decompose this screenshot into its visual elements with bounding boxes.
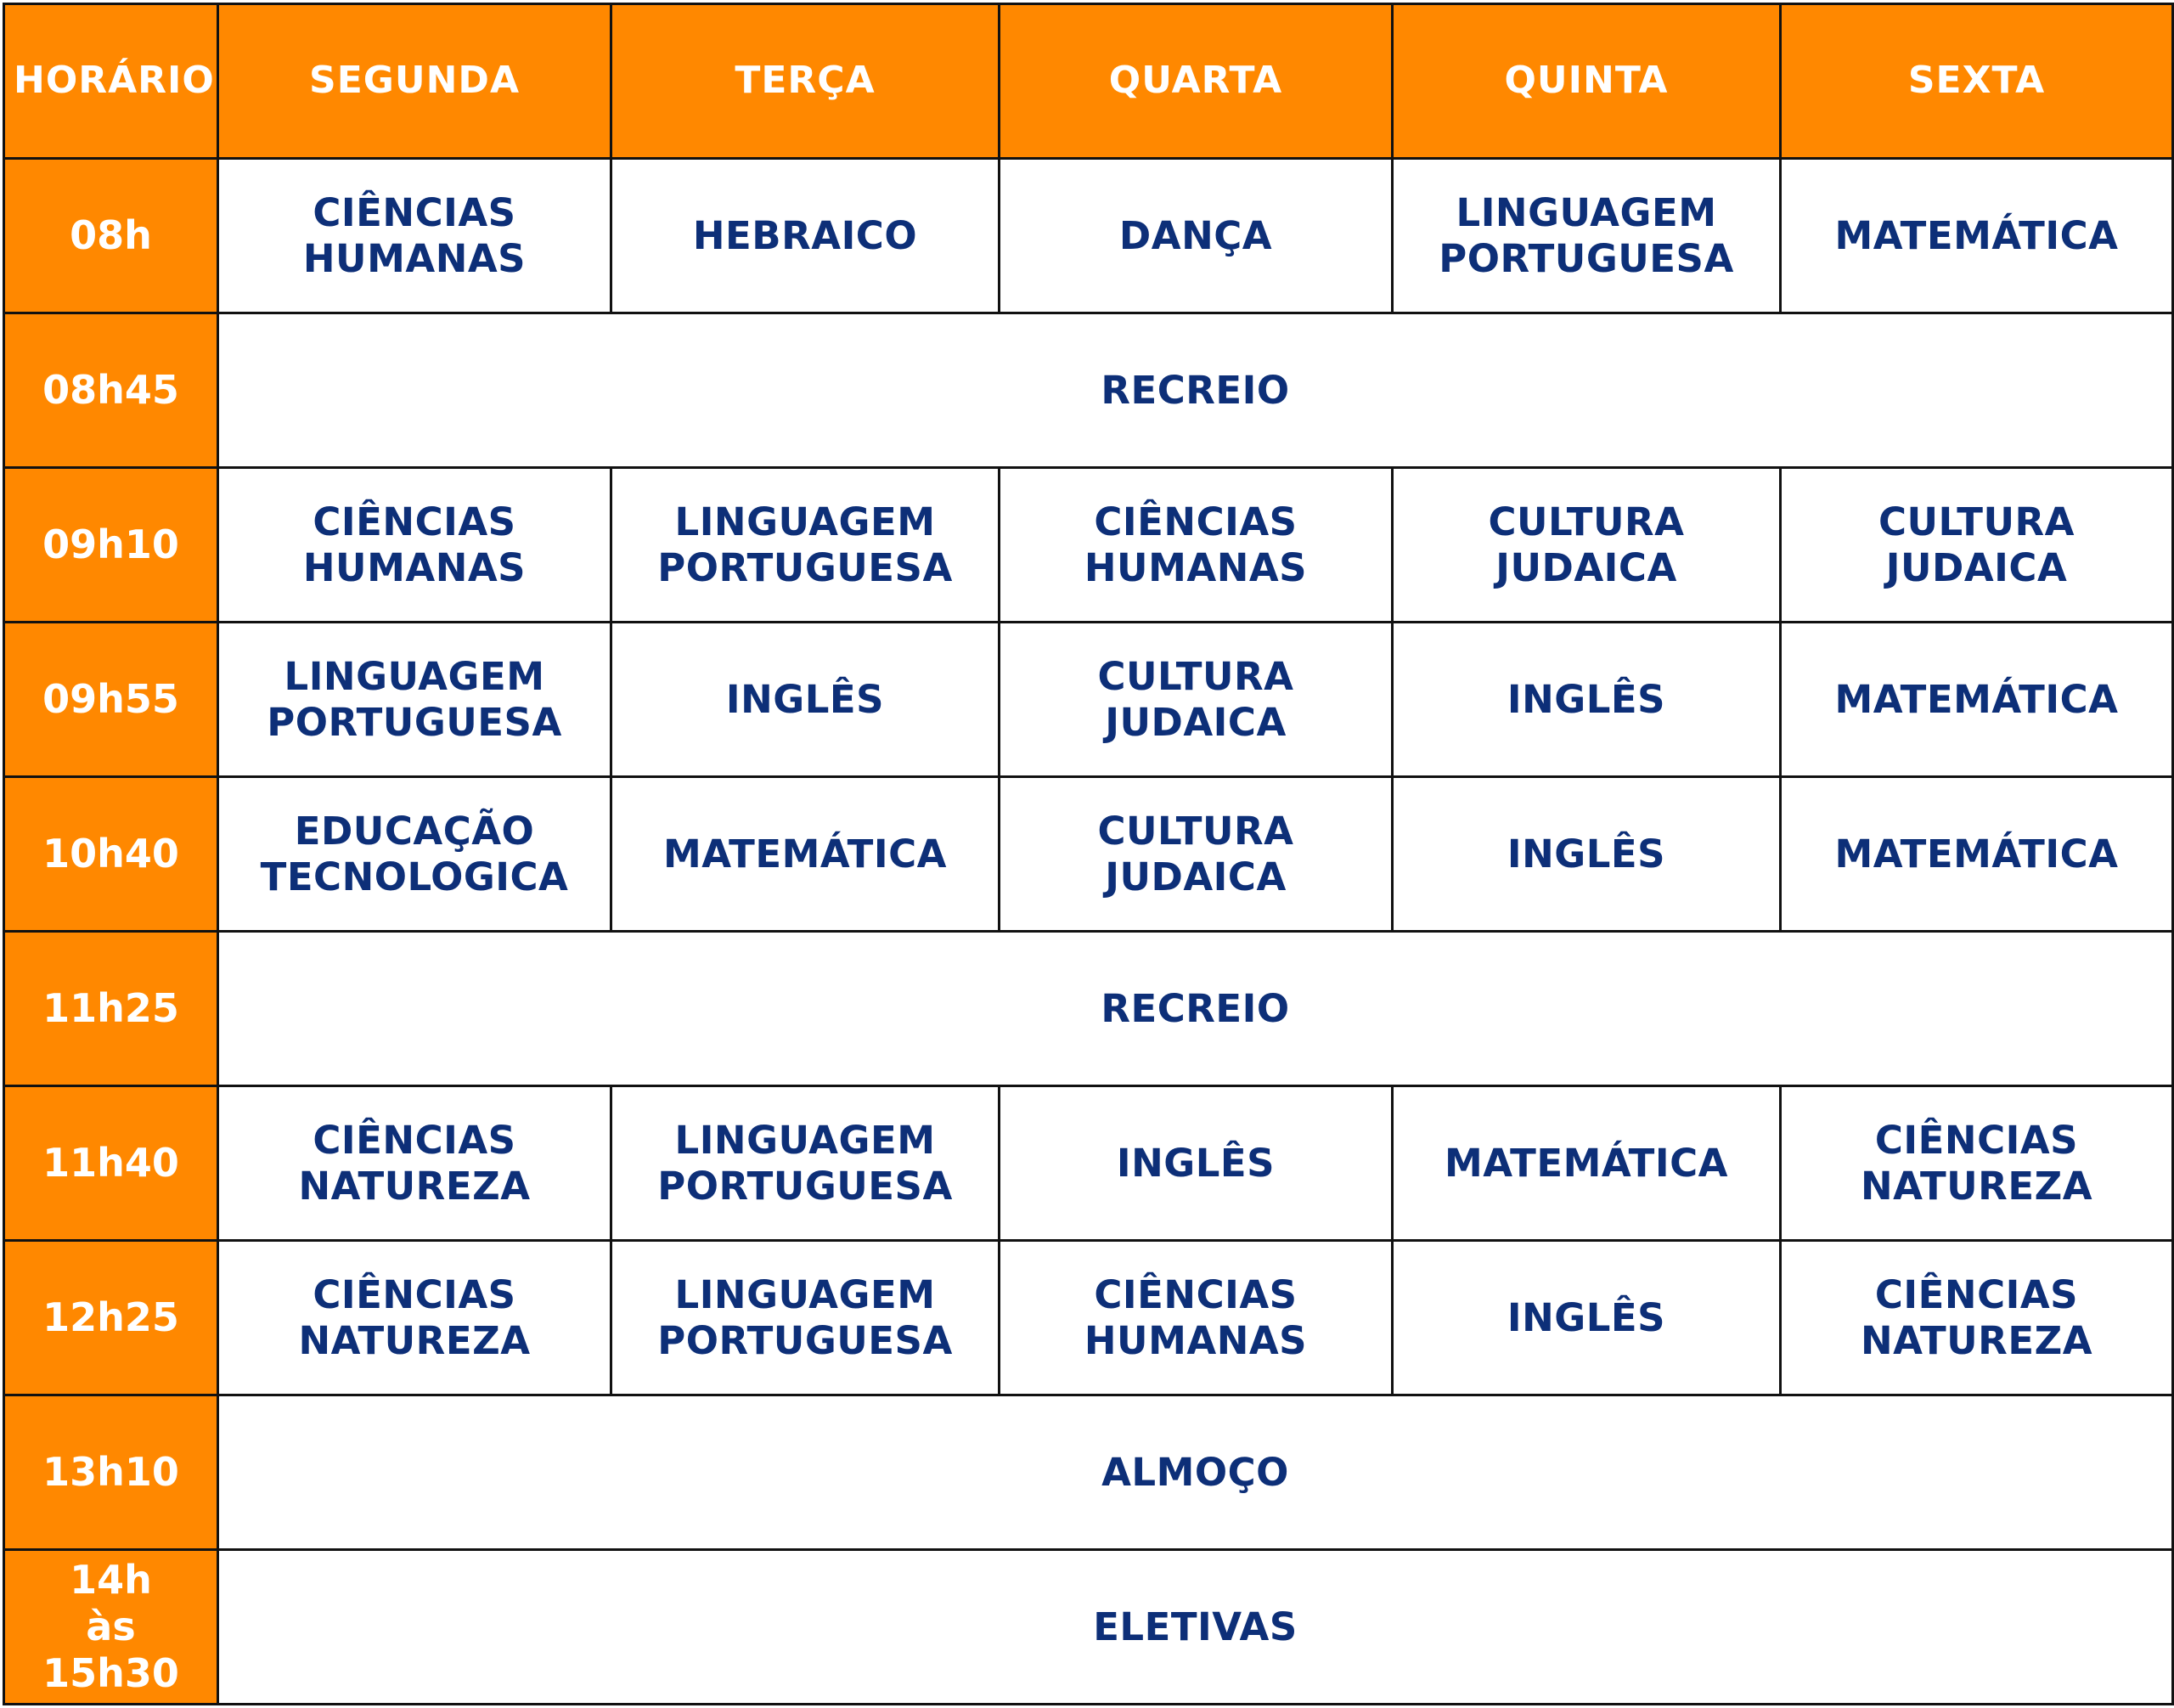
subject-label: CIÊNCIAS HUMANAS: [1084, 1271, 1308, 1363]
header-day-sexta: SEXTA: [1781, 4, 2173, 159]
header-row: [4, 4, 2173, 159]
time-cell: [4, 468, 218, 623]
subject-cell: [611, 1086, 1000, 1241]
time-cell: [4, 623, 218, 777]
header-day-segunda: SEGUNDA: [218, 4, 611, 159]
header-day-quarta: QUARTA: [1000, 4, 1393, 159]
subject-cell: [1781, 159, 2173, 313]
subject-cell: [611, 623, 1000, 777]
break-row: [4, 313, 2173, 468]
subject-label: CULTURA JUDAICA: [1488, 499, 1685, 590]
subject-label: CIÊNCIAS NATUREZA: [298, 1271, 531, 1363]
time-cell: [4, 1241, 218, 1395]
time-cell: [4, 159, 218, 313]
time-cell: [4, 1550, 218, 1705]
subject-cell: [218, 777, 611, 932]
subject-cell: [1781, 468, 2173, 623]
subject-label: LINGUAGEM PORTUGUESA: [657, 1117, 953, 1209]
lunch-row: [4, 1395, 2173, 1550]
timetable: [3, 3, 2174, 1705]
schedule-row: [4, 777, 2173, 932]
subject-cell: [611, 1241, 1000, 1395]
time-label: 14h às 15h30: [42, 1556, 179, 1697]
break-cell: RECREIO: [218, 313, 2173, 468]
time-cell: [4, 932, 218, 1086]
subject-cell: [1781, 777, 2173, 932]
subject-label: INGLÊS: [1507, 1294, 1666, 1340]
subject-label: CULTURA JUDAICA: [1878, 499, 2075, 590]
lunch-cell: ALMOÇO: [218, 1395, 2173, 1550]
time-label: 09h55: [42, 675, 179, 722]
subject-label: LINGUAGEM PORTUGUESA: [657, 499, 953, 590]
subject-label: CIÊNCIAS NATUREZA: [298, 1117, 531, 1209]
subject-label: MATEMÁTICA: [663, 831, 947, 877]
subject-label: MATEMÁTICA: [1834, 212, 2119, 258]
subject-cell: [611, 777, 1000, 932]
subject-cell: [218, 1086, 611, 1241]
time-label: 10h40: [42, 830, 179, 877]
subject-label: CIÊNCIAS HUMANAS: [1084, 499, 1308, 590]
electives-cell: ELETIVAS: [218, 1550, 2173, 1705]
schedule-row: [4, 468, 2173, 623]
schedule-row: [4, 1241, 2173, 1395]
subject-cell: [1000, 159, 1393, 313]
subject-cell: [218, 159, 611, 313]
time-label: 08h45: [42, 366, 179, 413]
subject-label: HEBRAICO: [692, 212, 918, 258]
time-label: 08h: [70, 211, 152, 258]
subject-cell: [218, 1241, 611, 1395]
schedule-row: [4, 1086, 2173, 1241]
time-cell: [4, 777, 218, 932]
break-row: [4, 932, 2173, 1086]
subject-label: DANÇA: [1118, 212, 1273, 258]
subject-label: EDUCAÇÃO TECNOLOGICA: [260, 808, 569, 899]
time-label: 13h10: [42, 1448, 179, 1495]
subject-label: CIÊNCIAS HUMANAS: [302, 189, 527, 281]
subject-label: MATEMÁTICA: [1445, 1140, 1728, 1186]
subject-label: INGLÊS: [1507, 831, 1666, 877]
time-label: 11h40: [42, 1139, 179, 1186]
subject-label: CIÊNCIAS HUMANAS: [302, 499, 527, 590]
time-cell: [4, 1086, 218, 1241]
break-cell: RECREIO: [218, 932, 2173, 1086]
electives-row: [4, 1550, 2173, 1705]
subject-label: LINGUAGEM PORTUGUESA: [1439, 189, 1734, 281]
subject-cell: [1393, 1086, 1781, 1241]
subject-label: CIÊNCIAS NATUREZA: [1860, 1271, 2093, 1363]
subject-cell: [1000, 623, 1393, 777]
subject-cell: [218, 623, 611, 777]
subject-label: LINGUAGEM PORTUGUESA: [267, 653, 562, 745]
subject-cell: [1393, 159, 1781, 313]
subject-cell: [1000, 1241, 1393, 1395]
subject-cell: [1781, 1241, 2173, 1395]
header-day-quinta: QUINTA: [1393, 4, 1781, 159]
schedule-row: [4, 159, 2173, 313]
time-label: 11h25: [42, 984, 179, 1031]
header-time: HORÁRIO: [4, 4, 218, 159]
subject-cell: [1393, 468, 1781, 623]
subject-cell: [218, 468, 611, 623]
time-cell: [4, 1395, 218, 1550]
subject-label: INGLÊS: [725, 676, 885, 722]
time-label: 09h10: [42, 521, 179, 567]
subject-cell: [1000, 1086, 1393, 1241]
subject-cell: [1000, 777, 1393, 932]
subject-cell: [1393, 623, 1781, 777]
time-cell: [4, 313, 218, 468]
subject-label: INGLÊS: [1116, 1140, 1276, 1186]
subject-cell: [1000, 468, 1393, 623]
subject-cell: [1393, 1241, 1781, 1395]
subject-label: CULTURA JUDAICA: [1097, 808, 1294, 899]
subject-cell: [611, 468, 1000, 623]
header-day-terca: TERÇA: [611, 4, 1000, 159]
subject-cell: [1781, 623, 2173, 777]
subject-label: CULTURA JUDAICA: [1097, 653, 1294, 745]
subject-cell: [1393, 777, 1781, 932]
subject-label: MATEMÁTICA: [1834, 676, 2119, 722]
subject-cell: [1781, 1086, 2173, 1241]
subject-cell: [611, 159, 1000, 313]
schedule-row: [4, 623, 2173, 777]
subject-label: INGLÊS: [1507, 676, 1666, 722]
subject-label: LINGUAGEM PORTUGUESA: [657, 1271, 953, 1363]
subject-label: CIÊNCIAS NATUREZA: [1860, 1117, 2093, 1209]
time-label: 12h25: [42, 1294, 179, 1340]
subject-label: MATEMÁTICA: [1834, 831, 2119, 877]
